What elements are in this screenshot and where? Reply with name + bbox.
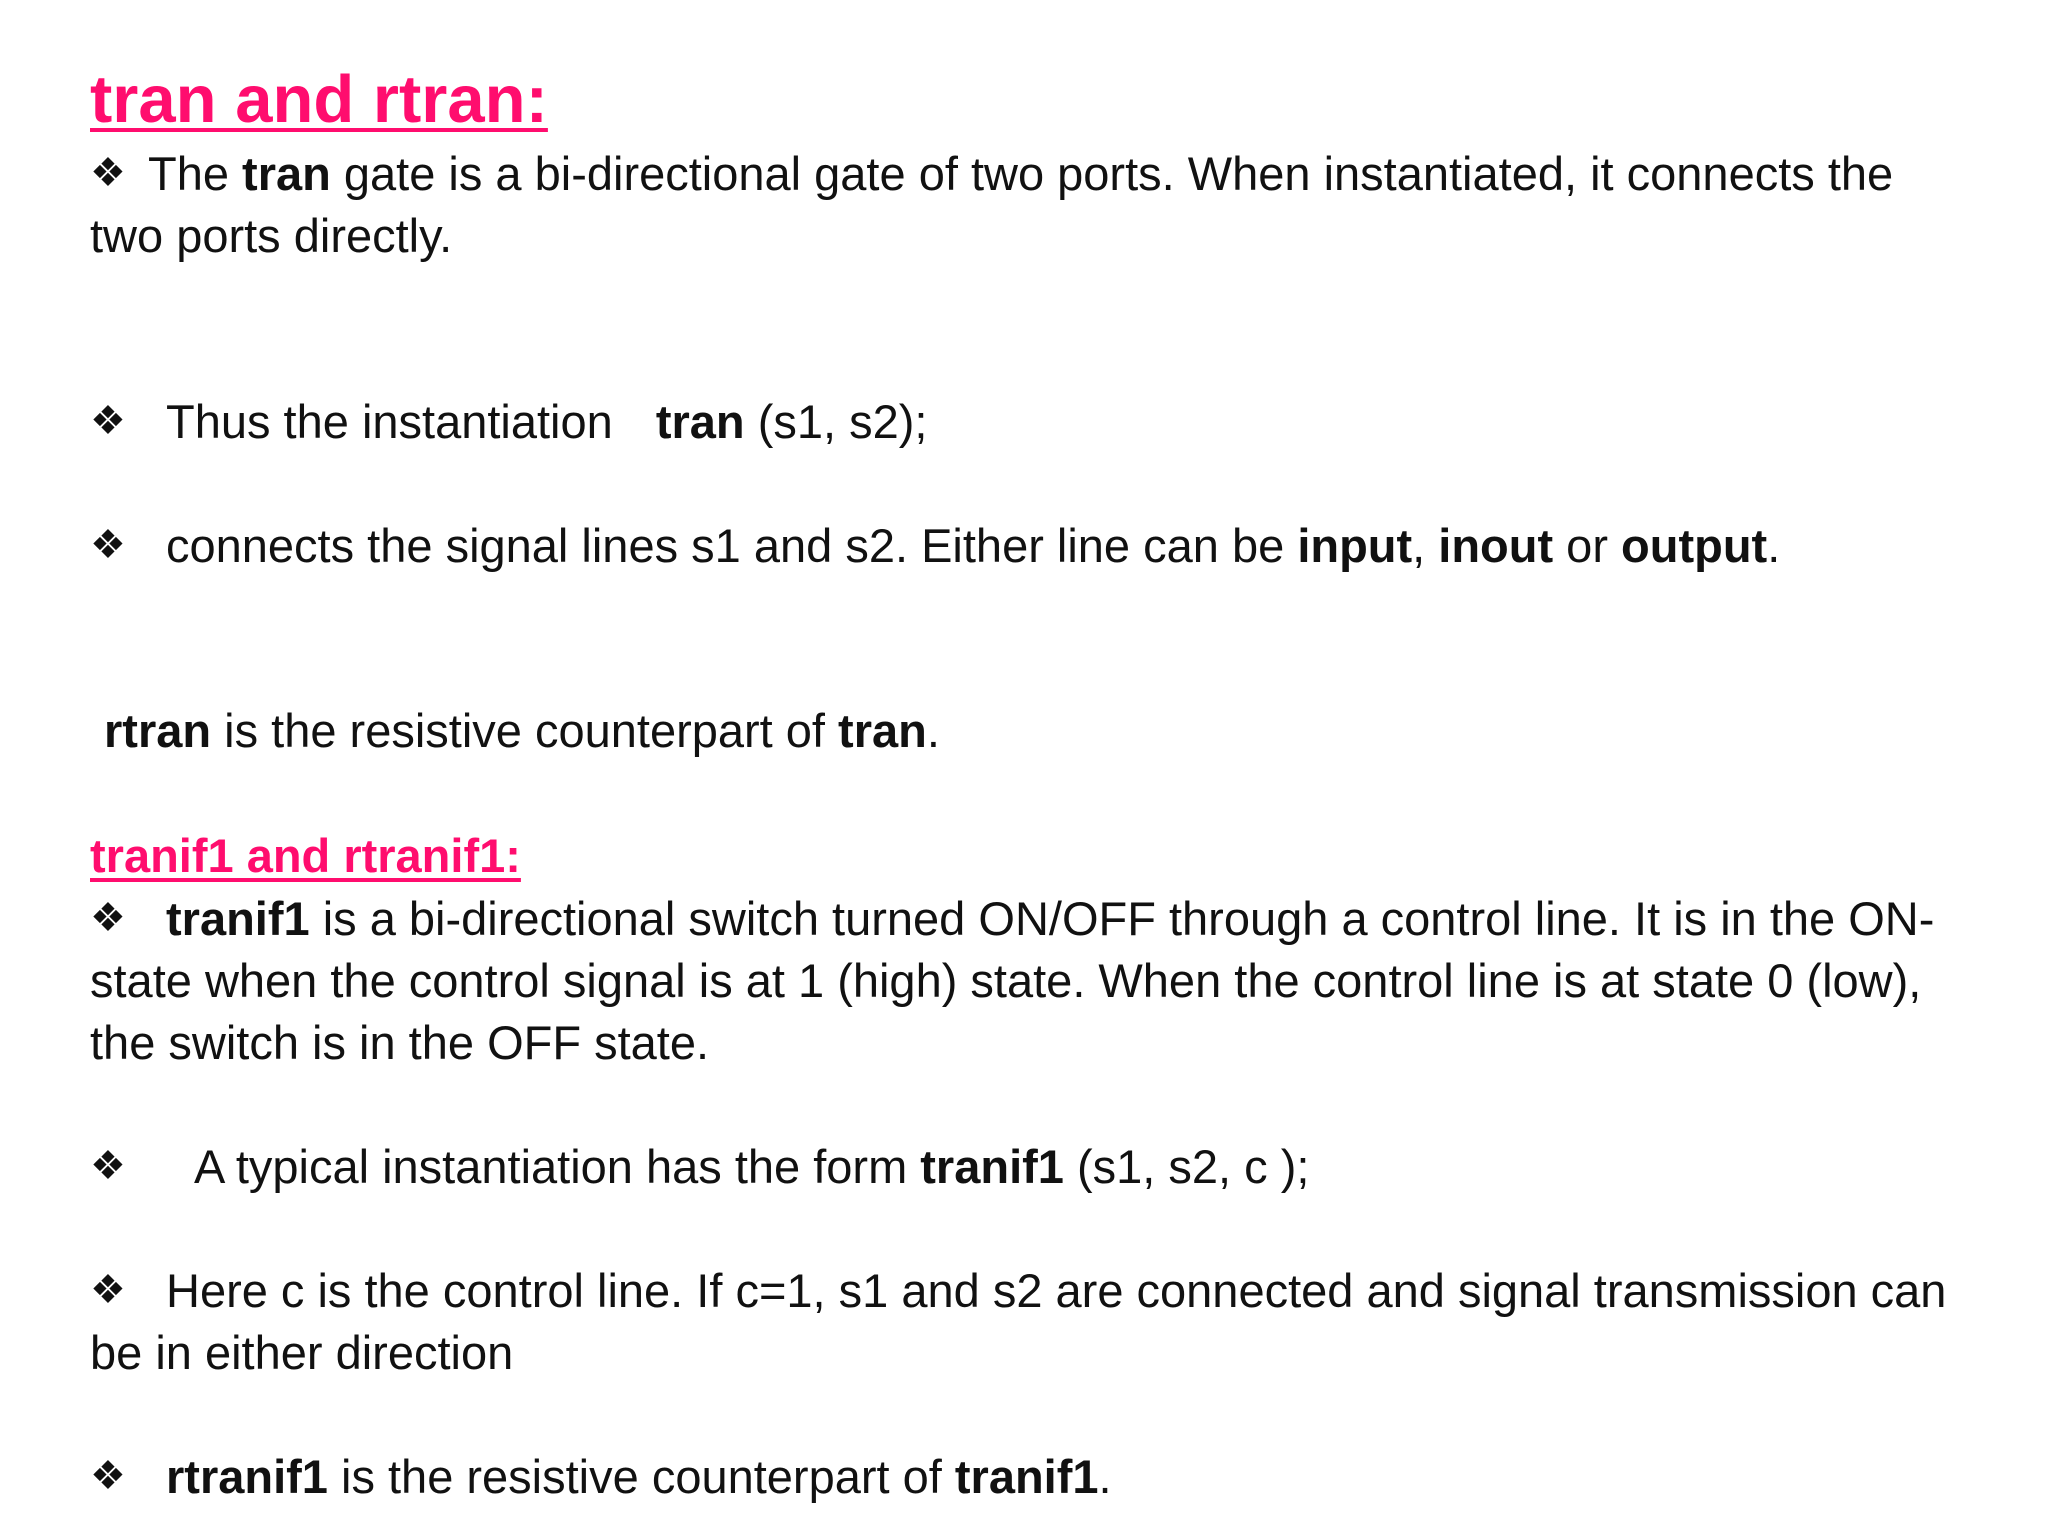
paragraph-tran-definition: ❖ The tran gate is a bi-directional gate of two ports. When instantiated, it connects the two ports directly. bbox=[90, 142, 1970, 267]
keyword: tranif1 bbox=[954, 1450, 1099, 1503]
keyword: tran bbox=[838, 704, 927, 757]
paragraph-rtran: rtran is the resistive counterpart of tran. bbox=[104, 704, 940, 757]
bullet-diamond-icon: ❖ bbox=[90, 1268, 126, 1312]
paragraph-tranif1-instantiation: ❖ A typical instantiation has the form tranif1 (s1, s2, c ); bbox=[90, 1135, 1970, 1198]
section-heading-tran bbox=[90, 60, 1970, 140]
keyword: output bbox=[1621, 519, 1768, 572]
paragraph-tranif1-control: ❖ Here c is the control line. If c=1, s1 and s2 are connected and signal transmission can be in either direction bbox=[90, 1259, 1970, 1384]
bullet-diamond-icon: ❖ bbox=[90, 1144, 126, 1188]
keyword: tran bbox=[242, 147, 331, 200]
keyword: tranif1 bbox=[166, 892, 310, 945]
paragraph-tran-connects: ❖ connects the signal lines s1 and s2. Either line can be input, inout or output. bbox=[90, 514, 1970, 577]
keyword: rtran bbox=[104, 704, 212, 757]
keyword: tran bbox=[655, 395, 745, 448]
bullet-diamond-icon: ❖ bbox=[90, 1454, 126, 1498]
keyword: inout bbox=[1438, 519, 1554, 572]
keyword: tranif1 bbox=[920, 1140, 1064, 1193]
paragraph-tranif1-definition: ❖ tranif1 is a bi-directional switch turned ON/OFF through a control line. It is in the ON-state when the control signal is at 1 (high) state. When the control line is at state 0 (low), the switch is in the OFF state. bbox=[90, 887, 1970, 1074]
keyword: input bbox=[1297, 519, 1413, 572]
bullet-diamond-icon: ❖ bbox=[90, 151, 126, 195]
paragraph-rtranif1: ❖ rtranif1 is the resistive counterpart of tranif1. bbox=[90, 1445, 1970, 1508]
paragraph-tran-instantiation: ❖ Thus the instantiation tran (s1, s2); bbox=[90, 390, 1970, 453]
slide bbox=[90, 60, 1970, 1503]
bullet-diamond-icon: ❖ bbox=[90, 399, 126, 443]
section-heading-tranif1: tranif1 and rtranif1: bbox=[90, 829, 521, 882]
bullet-diamond-icon: ❖ bbox=[90, 523, 126, 567]
heading-text: tran and rtran: bbox=[90, 62, 548, 137]
bullet-diamond-icon: ❖ bbox=[90, 896, 126, 940]
keyword: rtranif1 bbox=[166, 1450, 328, 1503]
